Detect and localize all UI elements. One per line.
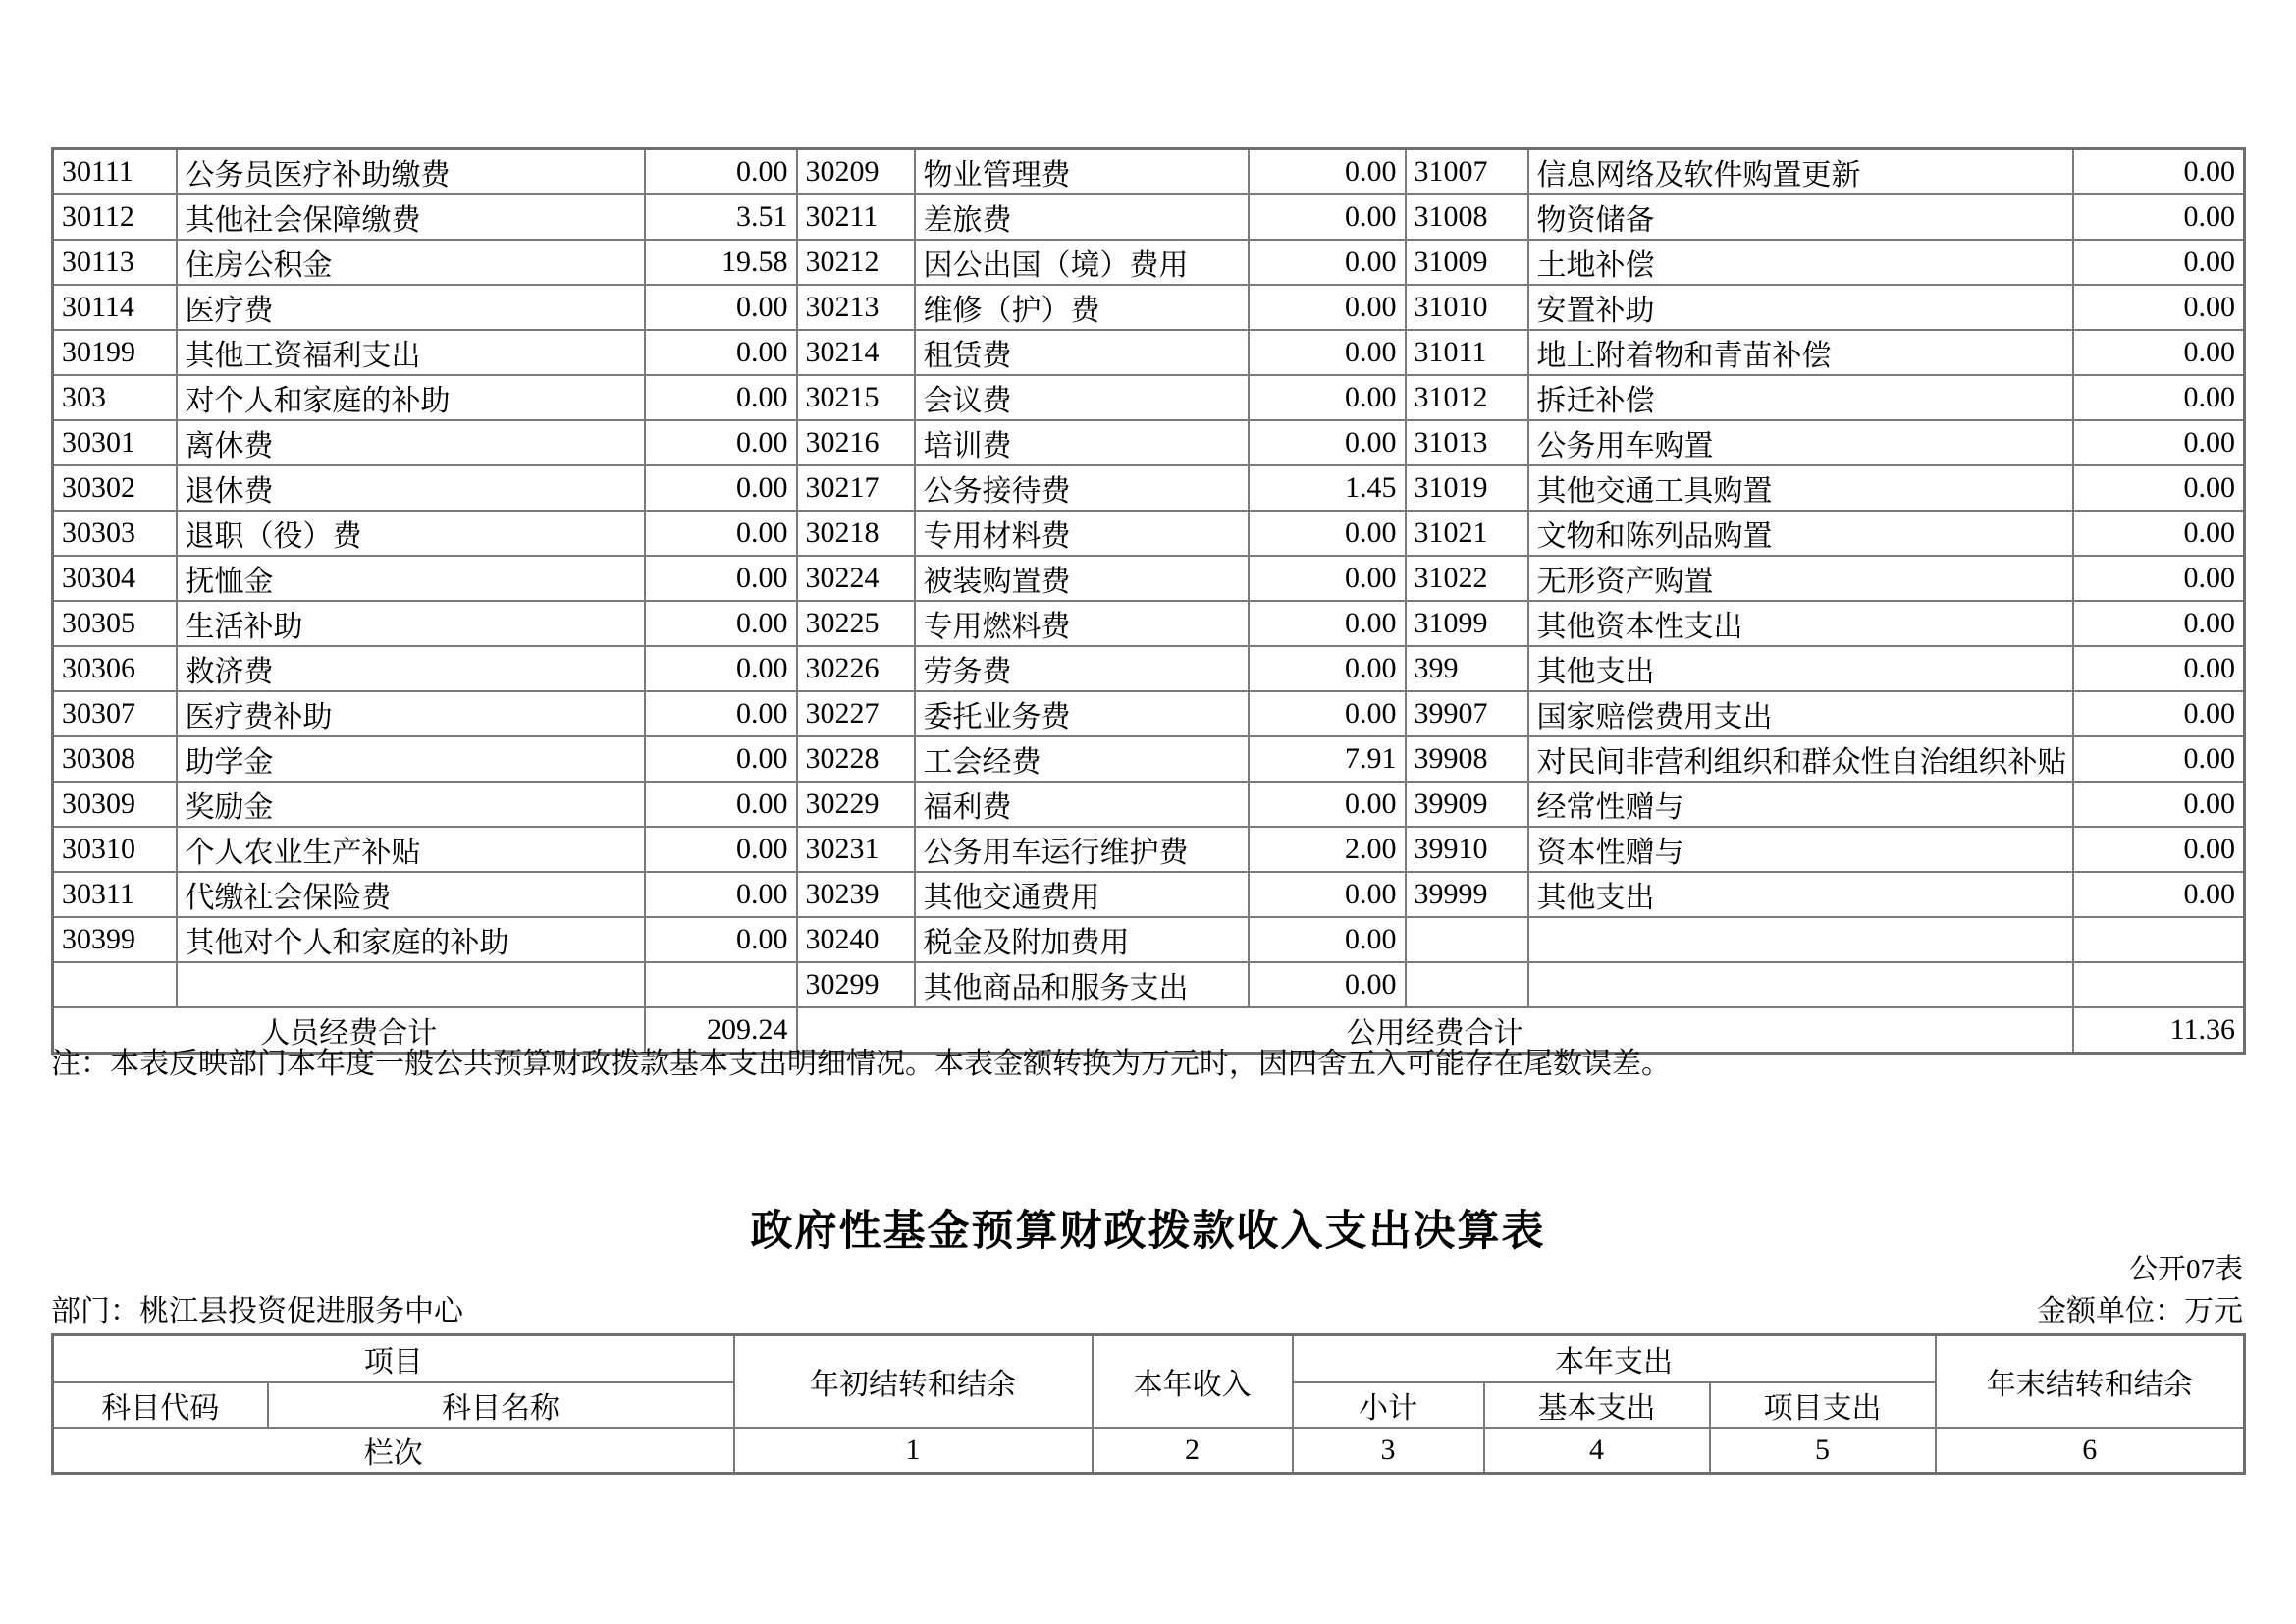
cell-subject-name: 国家赔偿费用支出 [1528,691,2073,736]
column-number-cell: 1 [734,1428,1093,1474]
cell-subject-name: 医疗费 [177,285,645,330]
table-row [53,962,2245,1007]
cell-amount: 0.00 [2073,646,2245,691]
cell-subject-name: 培训费 [915,420,1249,465]
table-row [53,691,2245,736]
column-number-cell: 5 [1710,1428,1936,1474]
cell-subject-code: 30217 [797,465,915,511]
ending-balance-header-cell: 年末结转和结余 [1936,1335,2245,1429]
cell-subject-name: 经常性赠与 [1528,782,2073,827]
cell-subject-name: 其他对个人和家庭的补助 [177,917,645,962]
cell-subject-code: 31099 [1406,601,1528,646]
table-row [53,646,2245,691]
cell-subject-code: 30299 [797,962,915,1007]
cell-amount: 0.00 [645,691,797,736]
cell-subject-code: 31008 [1406,194,1528,240]
cell-amount: 0.00 [1249,872,1406,917]
cell-subject-name: 被装购置费 [915,556,1249,601]
cell-subject-name: 税金及附加费用 [915,917,1249,962]
cell-subject-code [1406,917,1528,962]
table-row [53,194,2245,240]
column-number-cell: 6 [1936,1428,2245,1474]
table-row [53,149,2245,195]
cell-subject-name: 物业管理费 [915,149,1249,195]
table-row [53,827,2245,872]
basic-expenditure-header-cell: 基本支出 [1484,1382,1710,1428]
cell-subject-code: 30303 [53,511,177,556]
cell-amount: 0.00 [1249,149,1406,195]
cell-subject-code: 30111 [53,149,177,195]
cell-subject-name: 因公出国（境）费用 [915,240,1249,285]
cell-subject-name: 委托业务费 [915,691,1249,736]
cell-subject-code: 31013 [1406,420,1528,465]
cell-subject-code: 30224 [797,556,915,601]
cell-subject-name: 会议费 [915,375,1249,420]
cell-amount: 0.00 [645,782,797,827]
cell-subject-code: 30229 [797,782,915,827]
cell-amount: 0.00 [1249,420,1406,465]
cell-amount: 0.00 [1249,962,1406,1007]
cell-subject-name [177,962,645,1007]
project-header-cell: 项目 [53,1335,734,1383]
cell-subject-code: 30307 [53,691,177,736]
cell-amount: 0.00 [1249,330,1406,375]
subtotal-header-cell: 小计 [1293,1382,1484,1428]
cell-subject-code: 30112 [53,194,177,240]
cell-amount: 0.00 [645,149,797,195]
cell-amount: 0.00 [1249,194,1406,240]
cell-subject-name: 其他交通工具购置 [1528,465,2073,511]
cell-subject-name: 奖励金 [177,782,645,827]
cell-amount: 0.00 [2073,827,2245,872]
cell-subject-code: 30225 [797,601,915,646]
column-number-cell: 2 [1093,1428,1293,1474]
cell-subject-code: 30311 [53,872,177,917]
cell-amount: 0.00 [2073,872,2245,917]
cell-amount: 0.00 [2073,601,2245,646]
table-code-label: 公开07表 [2128,1254,2243,1285]
cell-amount: 0.00 [645,420,797,465]
cell-subject-code: 31021 [1406,511,1528,556]
cell-subject-code: 39999 [1406,872,1528,917]
cell-subject-code: 30309 [53,782,177,827]
cell-subject-name: 拆迁补偿 [1528,375,2073,420]
cell-subject-code: 31022 [1406,556,1528,601]
cell-subject-name: 公务接待费 [915,465,1249,511]
cell-amount: 2.00 [1249,827,1406,872]
cell-amount: 0.00 [1249,375,1406,420]
cell-subject-code: 30209 [797,149,915,195]
cell-subject-name: 公务用车运行维护费 [915,827,1249,872]
cell-amount: 0.00 [1249,917,1406,962]
column-number-row [53,1428,2245,1474]
cell-amount: 0.00 [645,511,797,556]
project-expenditure-header-cell: 项目支出 [1710,1382,1936,1428]
cell-subject-code: 303 [53,375,177,420]
cell-amount: 0.00 [645,646,797,691]
column-number-cell: 4 [1484,1428,1710,1474]
current-expenditure-header-cell: 本年支出 [1293,1335,1936,1383]
cell-amount [2073,962,2245,1007]
cell-subject-code: 31010 [1406,285,1528,330]
cell-amount: 0.00 [645,556,797,601]
cell-amount: 0.00 [2073,511,2245,556]
cell-subject-code: 39908 [1406,736,1528,782]
cell-amount: 0.00 [645,736,797,782]
cell-subject-name: 资本性赠与 [1528,827,2073,872]
column-row-label-cell: 栏次 [53,1428,734,1474]
cell-subject-name: 其他社会保障缴费 [177,194,645,240]
cell-subject-code: 30215 [797,375,915,420]
cell-subject-name: 文物和陈列品购置 [1528,511,2073,556]
cell-subject-name: 专用燃料费 [915,601,1249,646]
cell-amount: 0.00 [1249,240,1406,285]
personnel-total-value: 209.24 [645,1007,797,1054]
personnel-total-label: 人员经费合计 [53,1007,645,1054]
basic-expenditure-detail-table [51,147,2246,1055]
cell-amount: 0.00 [2073,149,2245,195]
table-row [53,917,2245,962]
table-row [53,511,2245,556]
cell-subject-name: 其他支出 [1528,646,2073,691]
cell-subject-code [53,962,177,1007]
cell-subject-name: 生活补助 [177,601,645,646]
cell-subject-code: 30113 [53,240,177,285]
cell-subject-name: 医疗费补助 [177,691,645,736]
cell-subject-code: 30302 [53,465,177,511]
table-row [53,240,2245,285]
table-row [53,736,2245,782]
cell-subject-name: 其他资本性支出 [1528,601,2073,646]
cell-subject-code: 30216 [797,420,915,465]
cell-subject-name: 专用材料费 [915,511,1249,556]
cell-subject-name [1528,962,2073,1007]
table-row [53,601,2245,646]
cell-amount: 0.00 [2073,691,2245,736]
subject-code-header-cell: 科目代码 [53,1382,268,1428]
cell-amount: 0.00 [645,285,797,330]
cell-subject-name: 土地补偿 [1528,240,2073,285]
cell-subject-name: 其他交通费用 [915,872,1249,917]
cell-amount: 1.45 [1249,465,1406,511]
cell-subject-name: 住房公积金 [177,240,645,285]
table-row [53,872,2245,917]
cell-subject-code: 31019 [1406,465,1528,511]
cell-subject-code: 30212 [797,240,915,285]
cell-subject-name: 对个人和家庭的补助 [177,375,645,420]
department-label: 部门：桃江县投资促进服务中心 [51,1295,463,1327]
cell-amount: 0.00 [1249,691,1406,736]
cell-subject-name [1528,917,2073,962]
cell-subject-code: 39907 [1406,691,1528,736]
cell-subject-name: 安置补助 [1528,285,2073,330]
public-total-label: 公用经费合计 [797,1007,2073,1054]
cell-amount: 0.00 [2073,736,2245,782]
cell-subject-name: 无形资产购置 [1528,556,2073,601]
cell-amount [2073,917,2245,962]
cell-amount: 0.00 [2073,465,2245,511]
cell-subject-code: 30306 [53,646,177,691]
cell-subject-name: 公务用车购置 [1528,420,2073,465]
current-income-header-cell: 本年收入 [1093,1335,1293,1429]
cell-amount: 0.00 [645,917,797,962]
cell-subject-name: 救济费 [177,646,645,691]
cell-amount: 0.00 [645,330,797,375]
cell-amount: 0.00 [645,827,797,872]
cell-subject-name: 对民间非营利组织和群众性自治组织补贴 [1528,736,2073,782]
cell-subject-code: 30199 [53,330,177,375]
cell-subject-name: 工会经费 [915,736,1249,782]
cell-amount [645,962,797,1007]
cell-subject-code: 30227 [797,691,915,736]
cell-subject-code: 30211 [797,194,915,240]
table-row [53,556,2245,601]
cell-subject-code: 30305 [53,601,177,646]
cell-amount: 0.00 [645,375,797,420]
cell-subject-code: 30214 [797,330,915,375]
cell-amount: 0.00 [1249,285,1406,330]
cell-amount: 0.00 [2073,194,2245,240]
cell-amount: 0.00 [645,465,797,511]
cell-subject-name: 代缴社会保险费 [177,872,645,917]
cell-subject-code: 39910 [1406,827,1528,872]
cell-amount: 0.00 [2073,375,2245,420]
cell-subject-name: 地上附着物和青苗补偿 [1528,330,2073,375]
cell-amount: 7.91 [1249,736,1406,782]
cell-amount: 0.00 [1249,782,1406,827]
cell-subject-name: 公务员医疗补助缴费 [177,149,645,195]
cell-amount: 0.00 [1249,646,1406,691]
cell-subject-code: 30308 [53,736,177,782]
cell-subject-name: 信息网络及软件购置更新 [1528,149,2073,195]
table-row [53,375,2245,420]
header-row-1 [53,1335,2245,1383]
cell-amount: 0.00 [2073,285,2245,330]
cell-subject-code: 30240 [797,917,915,962]
cell-subject-code: 30226 [797,646,915,691]
cell-subject-name: 抚恤金 [177,556,645,601]
fund-budget-table-title: 政府性基金预算财政拨款收入支出决算表 [750,1209,1546,1255]
cell-subject-name: 物资储备 [1528,194,2073,240]
fund-budget-table [51,1333,2246,1475]
public-total-value: 11.36 [2073,1007,2245,1054]
cell-subject-code: 30231 [797,827,915,872]
cell-amount: 0.00 [2073,782,2245,827]
cell-subject-name: 劳务费 [915,646,1249,691]
cell-subject-name: 其他商品和服务支出 [915,962,1249,1007]
cell-subject-name: 其他工资福利支出 [177,330,645,375]
table-note: 注：本表反映部门本年度一般公共预算财政拨款基本支出明细情况。本表金额转换为万元时，因四舍五入可能存在尾数误差。 [51,1048,1671,1080]
cell-amount: 3.51 [645,194,797,240]
cell-subject-name: 退休费 [177,465,645,511]
cell-subject-name: 个人农业生产补贴 [177,827,645,872]
column-number-cell: 3 [1293,1428,1484,1474]
cell-subject-code: 31009 [1406,240,1528,285]
amount-unit-label: 金额单位：万元 [2037,1295,2243,1327]
table-row [53,420,2245,465]
cell-subject-name: 其他支出 [1528,872,2073,917]
table-meta-row [51,1286,2243,1329]
cell-subject-code: 30114 [53,285,177,330]
cell-subject-name: 差旅费 [915,194,1249,240]
table-row [53,285,2245,330]
cell-amount: 0.00 [1249,556,1406,601]
cell-subject-name: 退职（役）费 [177,511,645,556]
cell-amount: 0.00 [645,601,797,646]
cell-subject-code: 30301 [53,420,177,465]
cell-subject-code: 30304 [53,556,177,601]
subject-name-header-cell: 科目名称 [268,1382,734,1428]
cell-subject-code: 399 [1406,646,1528,691]
cell-subject-code: 30310 [53,827,177,872]
cell-subject-code [1406,962,1528,1007]
cell-amount: 0.00 [1249,511,1406,556]
cell-subject-code: 30399 [53,917,177,962]
cell-amount: 0.00 [2073,330,2245,375]
cell-subject-code: 30239 [797,872,915,917]
cell-amount: 0.00 [645,872,797,917]
cell-subject-name: 离休费 [177,420,645,465]
cell-amount: 0.00 [2073,240,2245,285]
cell-subject-code: 30228 [797,736,915,782]
cell-subject-code: 31007 [1406,149,1528,195]
cell-amount: 0.00 [2073,556,2245,601]
cell-subject-code: 31012 [1406,375,1528,420]
table-row [53,782,2245,827]
cell-subject-name: 助学金 [177,736,645,782]
cell-subject-code: 39909 [1406,782,1528,827]
cell-amount: 19.58 [645,240,797,285]
table-row [53,330,2245,375]
cell-subject-name: 福利费 [915,782,1249,827]
table-row [53,465,2245,511]
cell-amount: 0.00 [2073,420,2245,465]
cell-subject-code: 30213 [797,285,915,330]
cell-subject-name: 租赁费 [915,330,1249,375]
cell-subject-code: 30218 [797,511,915,556]
cell-subject-code: 31011 [1406,330,1528,375]
cell-subject-name: 维修（护）费 [915,285,1249,330]
cell-amount: 0.00 [1249,601,1406,646]
beginning-balance-header-cell: 年初结转和结余 [734,1335,1093,1429]
